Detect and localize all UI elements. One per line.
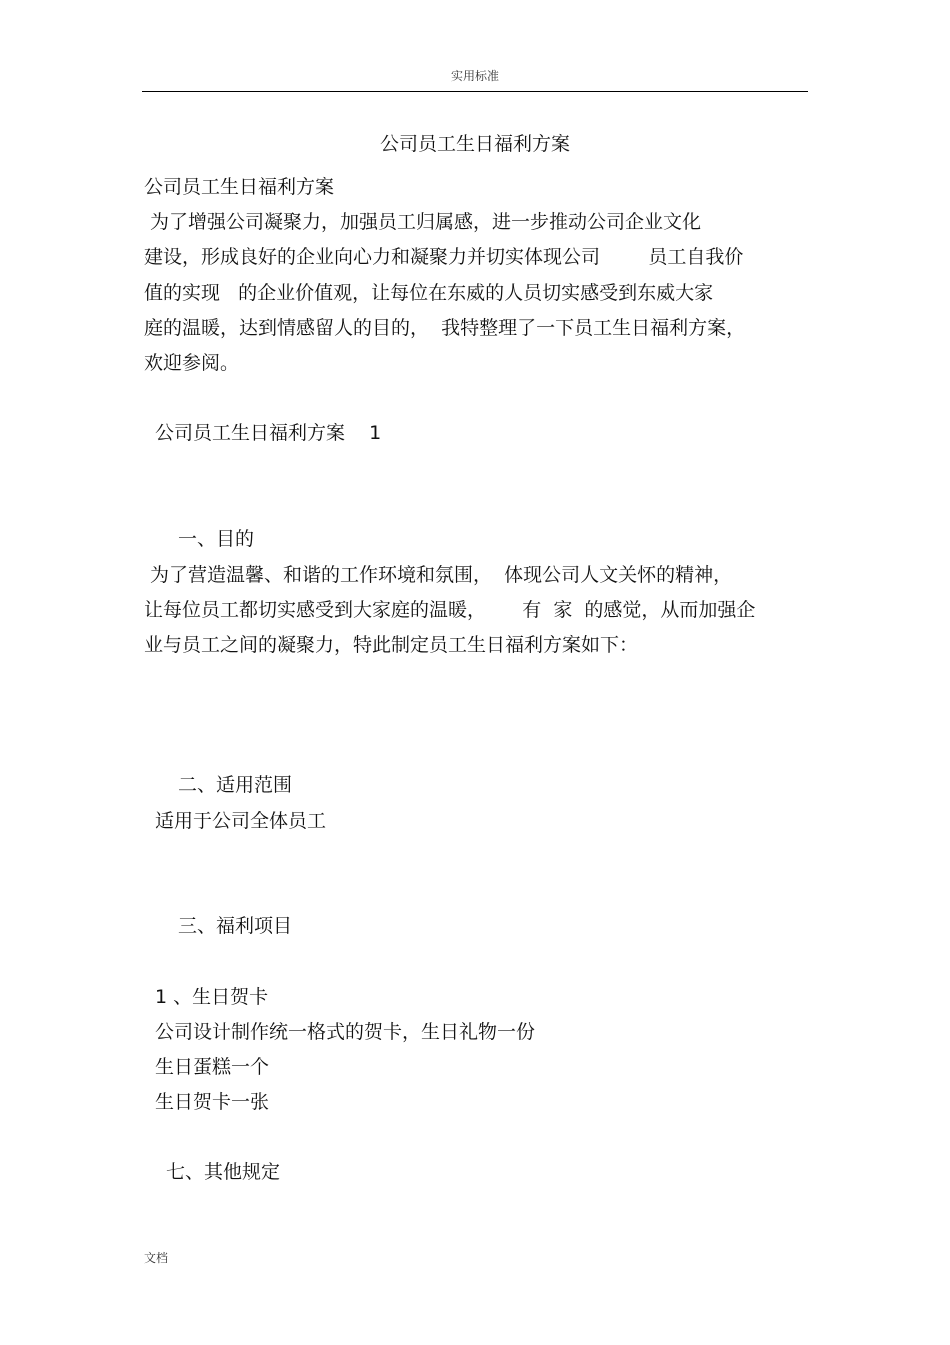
plan-heading: 公司员工生日福利方案 1: [155, 422, 382, 444]
section-heading-benefits: 三、福利项目: [178, 915, 293, 937]
benefit-line: 生日蛋糕一个: [155, 1056, 270, 1078]
intro-line: 建设，形成良好的企业向心力和凝聚力并切实体现公司 员工自我价: [144, 246, 744, 268]
benefit-line: 公司设计制作统一格式的贺卡，生日礼物一份: [155, 1021, 536, 1043]
intro-line: 为了增强公司凝聚力，加强员工归属感，进一步推动公司企业文化: [144, 211, 702, 233]
intro-line: 欢迎参阅。: [144, 352, 240, 374]
page-footer: 文档: [144, 1251, 169, 1265]
section-heading-scope: 二、适用范围: [178, 774, 293, 796]
benefit-line: 生日贺卡一张: [155, 1091, 270, 1113]
section-heading-other: 七、其他规定: [166, 1161, 281, 1183]
scope-line: 适用于公司全体员工: [155, 810, 327, 832]
header-divider: [142, 91, 808, 92]
section-heading-purpose: 一、目的: [178, 528, 255, 550]
purpose-line: 让每位员工都切实感受到大家庭的温暖， 有 家 的感觉，从而加强企: [144, 599, 756, 621]
header-text: 实用标准: [450, 69, 499, 83]
benefit-line: 1 、生日贺卡: [155, 986, 269, 1008]
document-subtitle: 公司员工生日福利方案: [144, 176, 335, 198]
purpose-line: 业与员工之间的凝聚力，特此制定员工生日福利方案如下：: [144, 634, 639, 656]
intro-line: 值的实现 的企业价值观，让每位在东威的人员切实感受到东威大家: [144, 282, 714, 304]
intro-line: 庭的温暖，达到情感留人的目的， 我特整理了一下员工生日福利方案，: [144, 317, 746, 339]
document-title: 公司员工生日福利方案: [379, 133, 570, 155]
purpose-line: 为了营造温馨、和谐的工作环境和氛围， 体现公司人文关怀的精神，: [144, 564, 733, 586]
